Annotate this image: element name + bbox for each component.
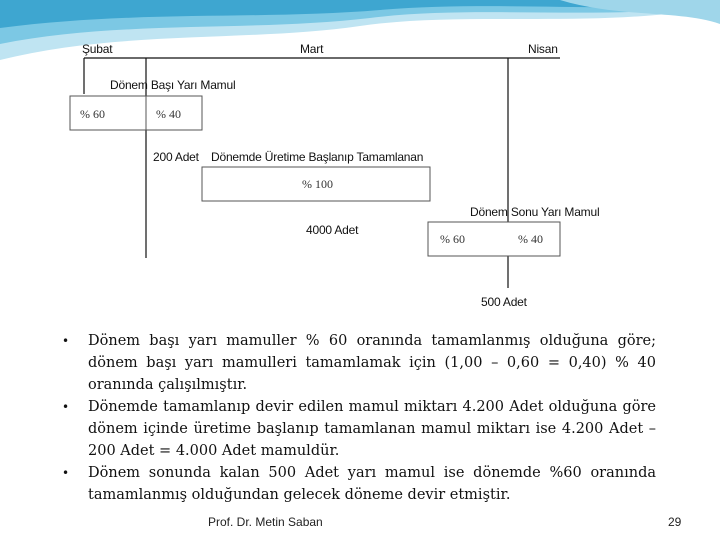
explanation-item bbox=[62, 396, 656, 462]
footer-author: Prof. Dr. Metin Saban bbox=[208, 515, 323, 529]
bullet-marker: • bbox=[62, 334, 70, 348]
explanation-text: Dönemde tamamlanıp devir edilen mamul miktarı 4.200 Adet olduğuna göre dönem içinde üretime başlanıp tamamlanan mamul miktarı ise 4.200 Adet – 200 Adet = 4.000 Adet mamuldür. bbox=[88, 399, 656, 459]
closing-wip-title: Dönem Sonu Yarı Mamul bbox=[470, 205, 600, 219]
bullet-marker: • bbox=[62, 466, 70, 480]
month-label-subat: Şubat bbox=[82, 42, 113, 56]
month-label-nisan: Nisan bbox=[528, 42, 558, 56]
closing-wip-units: 500 Adet bbox=[481, 295, 527, 309]
closing-wip-pct-left: % 40 bbox=[518, 232, 543, 246]
explanation-text: Dönem başı yarı mamuller % 60 oranında tamamlanmış olduğuna göre; dönem başı yarı mamulleri tamamlamak için (1,00 – 0,60 = 0,40) % 40 oranında çalışılmıştır. bbox=[88, 333, 656, 393]
started-completed-units: 4000 Adet bbox=[306, 223, 359, 237]
explanation-item bbox=[62, 462, 656, 506]
bullet-marker: • bbox=[62, 400, 70, 414]
closing-wip-pct-done: % 60 bbox=[440, 232, 465, 246]
opening-wip-pct-done: % 60 bbox=[80, 107, 105, 121]
started-completed-pct: % 100 bbox=[302, 177, 333, 191]
explanation-item bbox=[62, 330, 656, 396]
opening-wip-units: 200 Adet bbox=[153, 150, 199, 164]
opening-wip-pct-left: % 40 bbox=[156, 107, 181, 121]
explanation-text: Dönem sonunda kalan 500 Adet yarı mamul ise dönemde %60 oranında tamamlanmış olduğundan gelecek döneme devir etmiştir. bbox=[88, 465, 656, 503]
explanation-list bbox=[62, 330, 656, 506]
page-number: 29 bbox=[668, 515, 682, 529]
month-label-mart: Mart bbox=[300, 42, 324, 56]
opening-wip-title: Dönem Başı Yarı Mamul bbox=[110, 78, 236, 92]
started-completed-title: Dönemde Üretime Başlanıp Tamamlanan bbox=[211, 150, 424, 164]
